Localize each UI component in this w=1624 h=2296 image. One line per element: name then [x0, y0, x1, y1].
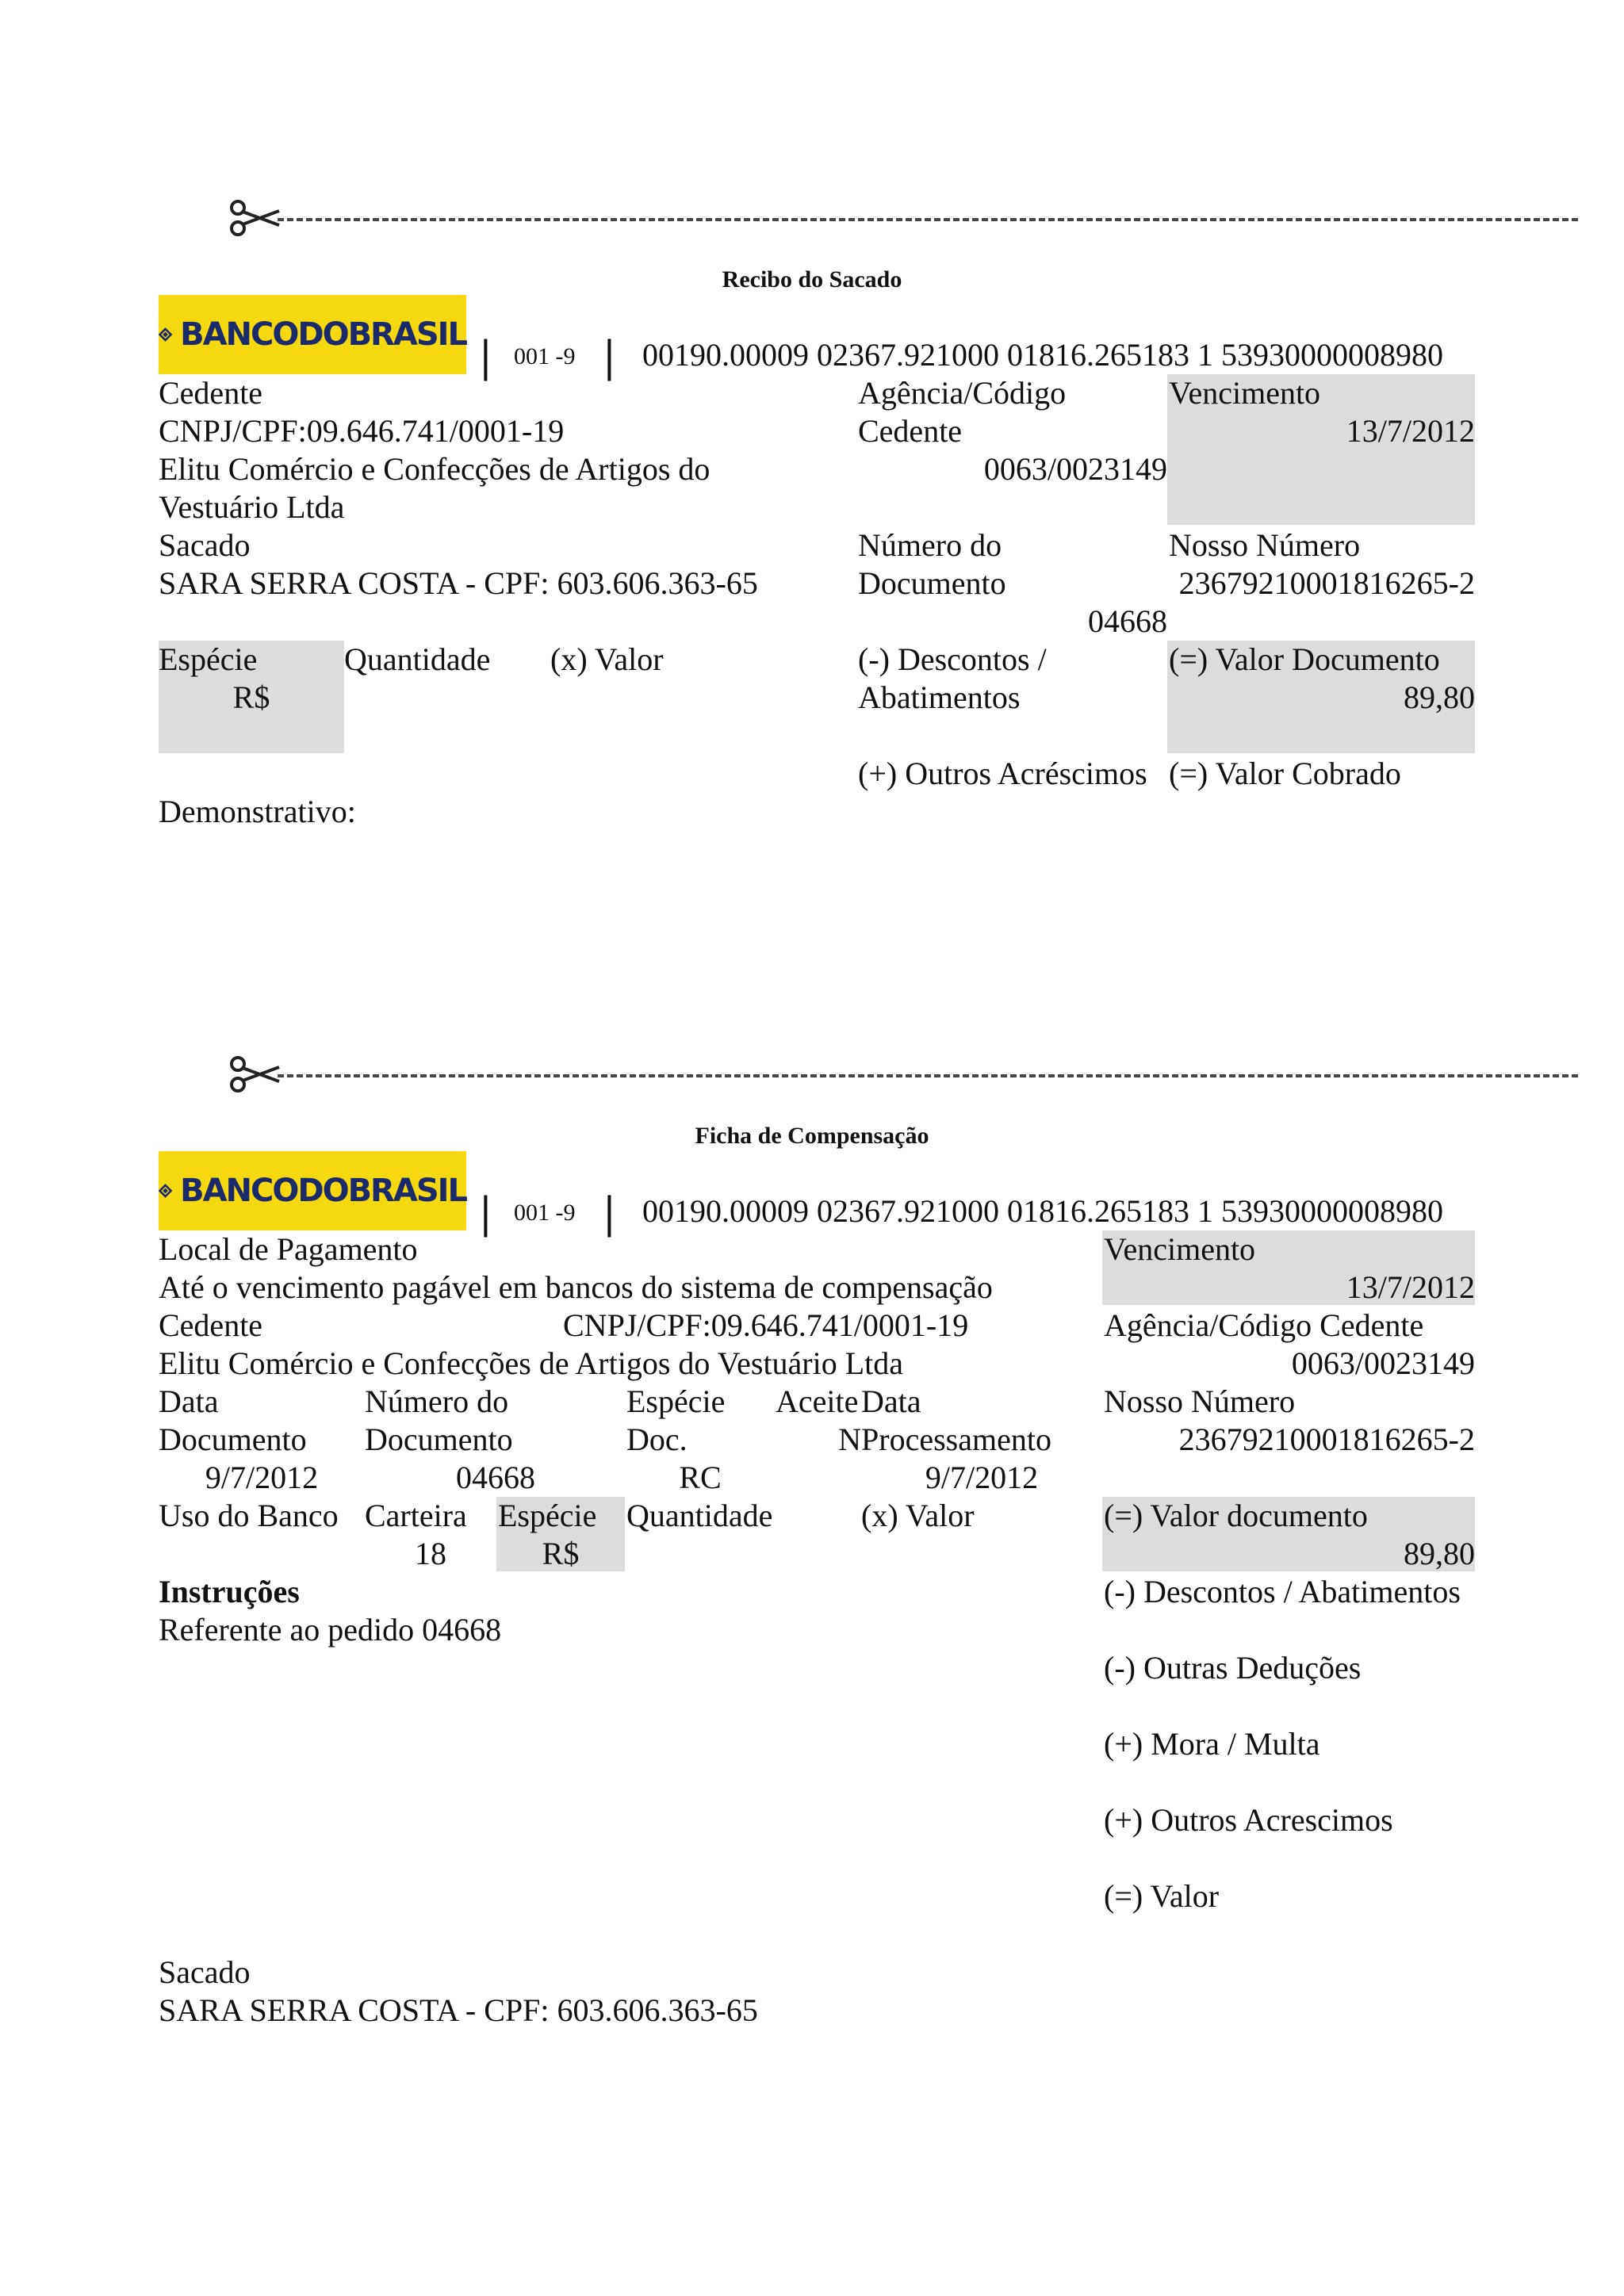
- valor-documento-value: 89,80: [1404, 1536, 1475, 1571]
- cedente-label: Cedente: [159, 375, 263, 411]
- num-doc-label: Número do: [365, 1383, 509, 1419]
- instrucoes-label: Instruções: [159, 1574, 300, 1609]
- vencimento-value: 13/7/2012: [1346, 1269, 1475, 1305]
- especie-value: R$: [232, 679, 270, 715]
- data-doc-label-cont: Documento: [159, 1422, 307, 1457]
- descontos-label-cont: Abatimentos: [858, 679, 1021, 715]
- agencia-value: 0063/0023149: [983, 451, 1167, 487]
- cedente-label: Cedente: [159, 1307, 263, 1343]
- nosso-numero-value: 23679210001816265-2: [1178, 1422, 1475, 1457]
- sacado-value: SARA SERRA COSTA - CPF: 603.606.363-65: [159, 1992, 758, 2028]
- descontos-label: (-) Descontos / Abatimentos: [1104, 1574, 1461, 1609]
- uso-banco-label: Uso do Banco: [159, 1498, 339, 1533]
- especie-label: Espécie: [498, 1498, 597, 1533]
- sacado-value: SARA SERRA COSTA - CPF: 603.606.363-65: [159, 565, 758, 601]
- valor-label: (x) Valor: [550, 641, 664, 677]
- num-doc-label: Número do: [858, 527, 1002, 563]
- valor-documento-label: (=) Valor Documento: [1169, 641, 1440, 677]
- vencimento-label: Vencimento: [1104, 1231, 1256, 1267]
- data-proc-label-cont: Processamento: [861, 1422, 1051, 1457]
- especie-doc-label-cont: Doc.: [626, 1422, 688, 1457]
- valor-cobrado-label: (=) Valor: [1104, 1878, 1220, 1914]
- bank-logo-icon: [159, 1173, 172, 1209]
- local-pagamento-value: Até o vencimento pagável em bancos do sistema de compensação: [159, 1269, 993, 1305]
- bank-logo: [159, 295, 466, 374]
- bar-separator: |: [481, 1186, 491, 1238]
- bank-logo: [159, 1151, 466, 1230]
- carteira-label: Carteira: [365, 1498, 467, 1533]
- valor-cobrado-label: (=) Valor Cobrado: [1169, 756, 1401, 791]
- sacado-label: Sacado: [159, 1954, 251, 1990]
- data-doc-label: Data: [159, 1383, 219, 1419]
- bank-logo-text: BANCODOBRASIL: [180, 316, 466, 353]
- especie-label: Espécie: [159, 641, 258, 677]
- especie-value: R$: [542, 1536, 580, 1571]
- cedente-name: Elitu Comércio e Confecções de Artigos do: [159, 451, 710, 487]
- vencimento-value: 13/7/2012: [1346, 413, 1475, 449]
- valor-documento-label: (=) Valor documento: [1104, 1498, 1368, 1533]
- data-doc-value: 9/7/2012: [205, 1460, 319, 1495]
- nosso-numero-label: Nosso Número: [1104, 1383, 1296, 1419]
- cedente-cnpj: CNPJ/CPF:09.646.741/0001-19: [159, 413, 565, 449]
- vencimento-label: Vencimento: [1169, 375, 1321, 411]
- bar-separator: |: [604, 1186, 615, 1238]
- nosso-numero-value: 23679210001816265-2: [1178, 565, 1475, 601]
- especie-doc-value: RC: [679, 1460, 722, 1495]
- bar-separator: |: [481, 330, 491, 381]
- cedente-name-cont: Vestuário Ltda: [159, 489, 345, 525]
- digitable-line: 00190.00009 02367.921000 01816.265183 1 53930000008980: [642, 337, 1443, 373]
- data-proc-label: Data: [861, 1383, 921, 1419]
- digitable-line: 00190.00009 02367.921000 01816.265183 1 53930000008980: [642, 1193, 1443, 1229]
- quantidade-label: Quantidade: [626, 1498, 773, 1533]
- data-proc-value: 9/7/2012: [925, 1460, 1039, 1495]
- bar-separator: |: [604, 330, 615, 381]
- cedente-cnpj: CNPJ/CPF:09.646.741/0001-19: [563, 1307, 969, 1343]
- mora-multa-label: (+) Mora / Multa: [1104, 1726, 1320, 1762]
- sacado-label: Sacado: [159, 527, 251, 563]
- valor-label: (x) Valor: [861, 1498, 975, 1533]
- receipt-title: Recibo do Sacado: [722, 266, 902, 293]
- bank-code: 001 -9: [514, 343, 576, 369]
- outros-acrescimos-label: (+) Outros Acréscimos: [858, 756, 1147, 791]
- num-doc-value: 04668: [1088, 603, 1167, 639]
- demonstrativo-label: Demonstrativo:: [159, 794, 356, 829]
- agencia-label-cont: Cedente: [858, 413, 963, 449]
- bank-logo-text: BANCODOBRASIL: [180, 1173, 466, 1209]
- num-doc-value: 04668: [456, 1460, 535, 1495]
- aceite-value: N: [838, 1422, 861, 1457]
- scissors-icon: [228, 1054, 281, 1094]
- outras-deducoes-label: (-) Outras Deduções: [1104, 1650, 1362, 1686]
- num-doc-label-cont: Documento: [858, 565, 1006, 601]
- bank-code: 001 -9: [514, 1200, 576, 1226]
- local-pagamento-label: Local de Pagamento: [159, 1231, 418, 1267]
- scissors-icon: [228, 198, 281, 238]
- nosso-numero-label: Nosso Número: [1169, 527, 1361, 563]
- agencia-label: Agência/Código Cedente: [1104, 1307, 1424, 1343]
- agencia-label: Agência/Código: [858, 375, 1067, 411]
- valor-documento-value: 89,80: [1404, 679, 1475, 715]
- carteira-value: 18: [415, 1536, 446, 1571]
- bank-logo-icon: [159, 316, 172, 353]
- outros-acrescimos-label: (+) Outros Acrescimos: [1104, 1802, 1393, 1838]
- ficha-title: Ficha de Compensação: [695, 1123, 929, 1149]
- quantidade-label: Quantidade: [344, 641, 491, 677]
- especie-doc-label: Espécie: [626, 1383, 726, 1419]
- cedente-name: Elitu Comércio e Confecções de Artigos do Vestuário Ltda: [159, 1345, 904, 1381]
- aceite-label: Aceite: [776, 1383, 859, 1419]
- agencia-value: 0063/0023149: [1291, 1345, 1475, 1381]
- descontos-label: (-) Descontos /: [858, 641, 1047, 677]
- instrucoes-value: Referente ao pedido 04668: [159, 1612, 502, 1647]
- num-doc-label-cont: Documento: [365, 1422, 513, 1457]
